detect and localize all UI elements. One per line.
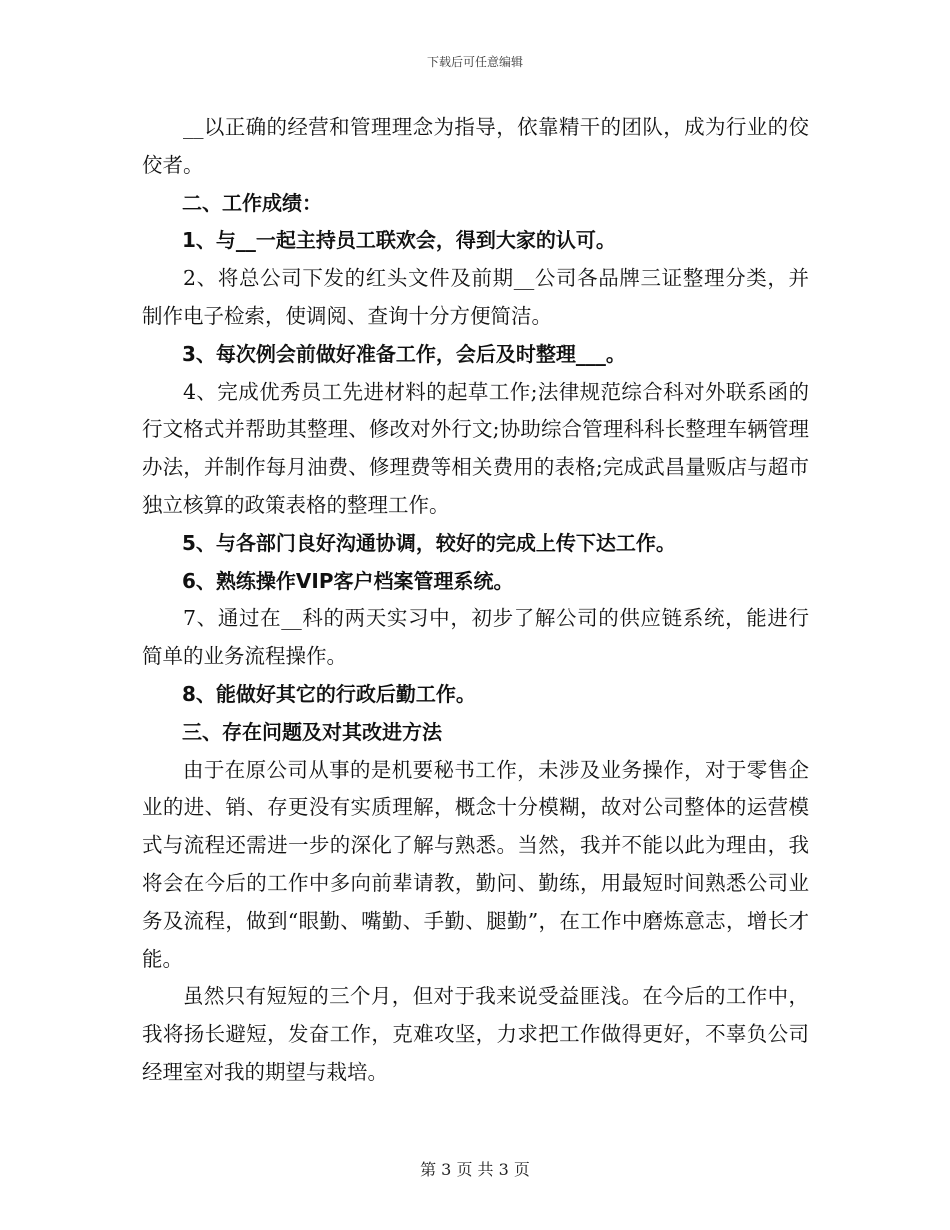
- page-header-note: 下载后可任意编辑: [426, 55, 523, 69]
- achievement-item-5: 5、与各部门良好沟通协调，较好的完成上传下达工作。: [182, 530, 676, 555]
- achievement-item-3: 3、每次例会前做好准备工作，会后及时整理___。: [182, 341, 626, 366]
- section-heading-achievements: 二、工作成绩：: [182, 190, 322, 215]
- achievement-item-7: 7、通过在__科的两天实习中，初步了解公司的供应链系统，能进行简单的业务流程操作。: [142, 606, 809, 669]
- section-heading-problems: 三、存在问题及对其改进方法: [182, 719, 442, 744]
- achievement-item-8: 8、能做好其它的行政后勤工作。: [182, 681, 476, 706]
- paragraph-conclusion: 虽然只有短短的三个月，但对于我来说受益匪浅。在今后的工作中，我将扬长避短，发奋工作，克难攻坚，力求把工作做得更好，不辜负公司经理室对我的期望与栽培。: [142, 984, 809, 1084]
- paragraph-problems: 由于在原公司从事的是机要秘书工作，未涉及业务操作，对于零售企业的进、销、存更没有实质理解，概念十分模糊，故对公司整体的运营模式与流程还需进一步的深化了解与熟悉。当然，我并不能以此为理由，我将会在今后的工作中多向前辈请教，勤问、勤练，用最短时间熟悉公司业务及流程，做到“眼勤、嘴勤、手勤、腿勤”，在工作中磨炼意志，增长才能。: [142, 757, 809, 971]
- paragraph-intro: __以正确的经营和管理理念为指导，依靠精干的团队，成为行业的佼佼者。: [142, 115, 809, 177]
- page-number-footer: 第 3 页 共 3 页: [420, 1160, 530, 1179]
- achievement-item-2: 2、将总公司下发的红头文件及前期__公司各品牌三证整理分类，并制作电子检索，使调阅、查询十分方便简洁。: [142, 266, 809, 328]
- achievement-item-6: 6、熟练操作VIP客户档案管理系统。: [182, 568, 514, 593]
- achievement-item-1: 1、与__一起主持员工联欢会，得到大家的认可。: [182, 228, 616, 253]
- document-body: [142, 109, 809, 1092]
- achievement-item-4: 4、完成优秀员工先进材料的起草工作;法律规范综合科对外联系函的行文格式并帮助其整理、修改对外行文;协助综合管理科科长整理车辆管理办法，并制作每月油费、修理费等相关费用的表格;完成武昌量贩店与超市独立核算的政策表格的整理工作。: [142, 379, 809, 517]
